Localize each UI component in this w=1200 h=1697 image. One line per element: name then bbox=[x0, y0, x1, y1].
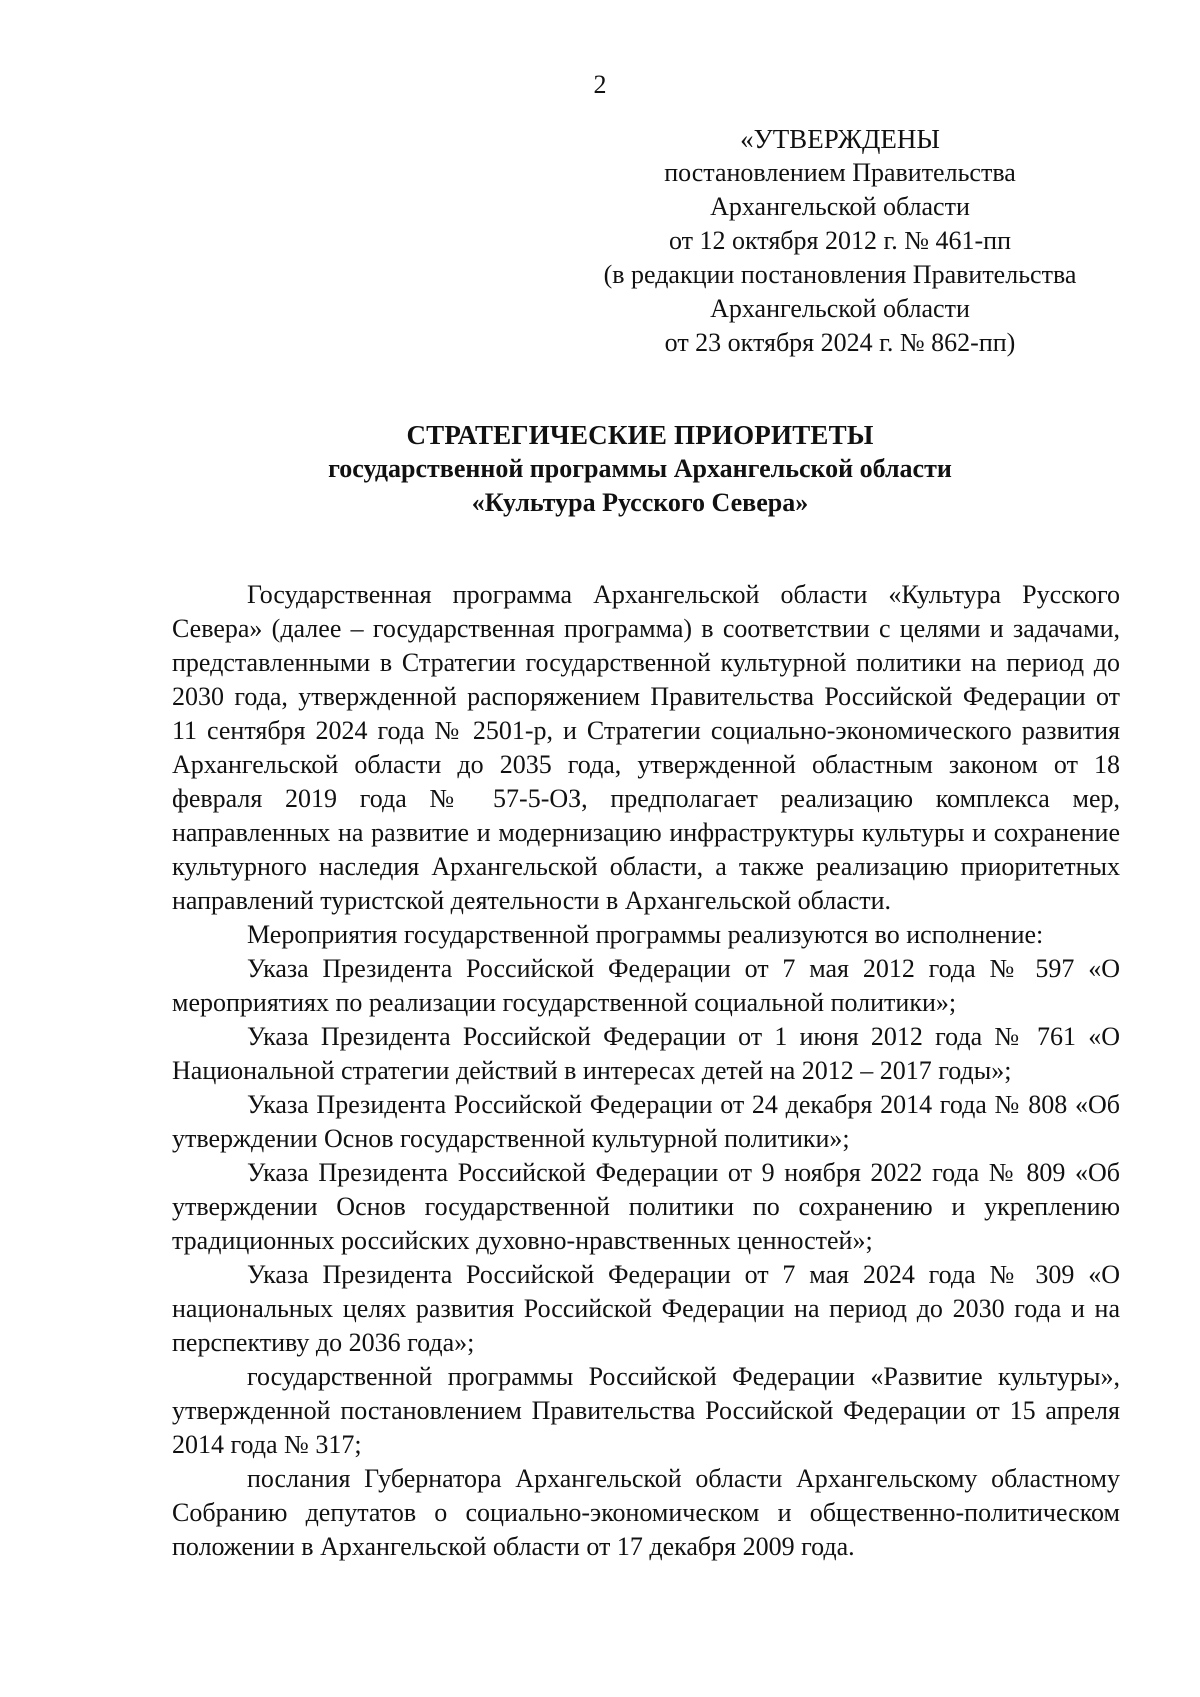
body-paragraph: послания Губернатора Архангельской области Архангельскому областному Собранию депутатов о социально-экономическом и общественно-политическом положении в Архангельской области от 17 декабря 2009 года. bbox=[172, 1464, 1120, 1561]
page-number: 2 bbox=[593, 70, 607, 99]
approval-stamp-block bbox=[590, 122, 1090, 360]
body-paragraph: Указа Президента Российской Федерации от 9 ноября 2022 года № 809 «Об утверждении Основ государственной политики по сохранению и укреплению традиционных российских духовно-нравственных ценностей»; bbox=[172, 1158, 1120, 1255]
body-paragraph: Указа Президента Российской Федерации от 1 июня 2012 года № 761 «О Национальной стратегии действий в интересах детей на 2012 – 2017 годы»; bbox=[172, 1022, 1120, 1085]
approval-line: Архангельской области bbox=[710, 192, 970, 221]
document-subtitle: государственной программы Архангельской области bbox=[328, 454, 952, 483]
approval-line: «УТВЕРЖДЕНЫ bbox=[740, 124, 940, 154]
body-paragraph: Указа Президента Российской Федерации от 24 декабря 2014 года № 808 «Об утверждении Основ государственной культурной политики»; bbox=[172, 1090, 1120, 1153]
body-paragraph: Указа Президента Российской Федерации от 7 мая 2024 года № 309 «О национальных целях развития Российской Федерации на период до 2030 года и на перспективу до 2036 года»; bbox=[172, 1260, 1120, 1357]
approval-line: от 23 октября 2024 г. № 862-пп) bbox=[664, 328, 1016, 357]
body-paragraph: Указа Президента Российской Федерации от 7 мая 2012 года № 597 «О мероприятиях по реализации государственной социальной политики»; bbox=[172, 954, 1120, 1017]
document-body bbox=[172, 578, 1120, 1564]
body-paragraph: Государственная программа Архангельской области «Культура Русского Севера» (далее – государственная программа) в соответствии с целями и задачами, представленными в Стратегии государственной культурной политики на период до 2030 года, утвержденной распоряжением Правительства Российской Федерации от 11 сентября 2024 года № 2501-р, и Стратегии социально-экономического развития Архангельской области до 2035 года, утвержденной областным законом от 18 февраля 2019 года № 57-5-ОЗ, предполагает реализацию комплекса мер, направленных на развитие и модернизацию инфраструктуры культуры и сохранение культурного наследия Архангельской области, а также реализацию приоритетных направлений туристской деятельности в Архангельской области. bbox=[172, 580, 1120, 915]
document-title-block bbox=[160, 418, 1120, 520]
program-name: «Культура Русского Севера» bbox=[471, 488, 809, 517]
approval-line: от 12 октября 2012 г. № 461-пп bbox=[669, 226, 1011, 255]
body-paragraph: государственной программы Российской Федерации «Развитие культуры», утвержденной постановлением Правительства Российской Федерации от 15 апреля 2014 года № 317; bbox=[172, 1362, 1120, 1459]
document-title: СТРАТЕГИЧЕСКИЕ ПРИОРИТЕТЫ bbox=[406, 420, 874, 450]
approval-line: постановлением Правительства bbox=[664, 158, 1016, 187]
approval-line: Архангельской области bbox=[710, 294, 970, 323]
body-paragraph: Мероприятия государственной программы реализуются во исполнение: bbox=[247, 920, 1044, 949]
approval-line: (в редакции постановления Правительства bbox=[603, 260, 1077, 289]
